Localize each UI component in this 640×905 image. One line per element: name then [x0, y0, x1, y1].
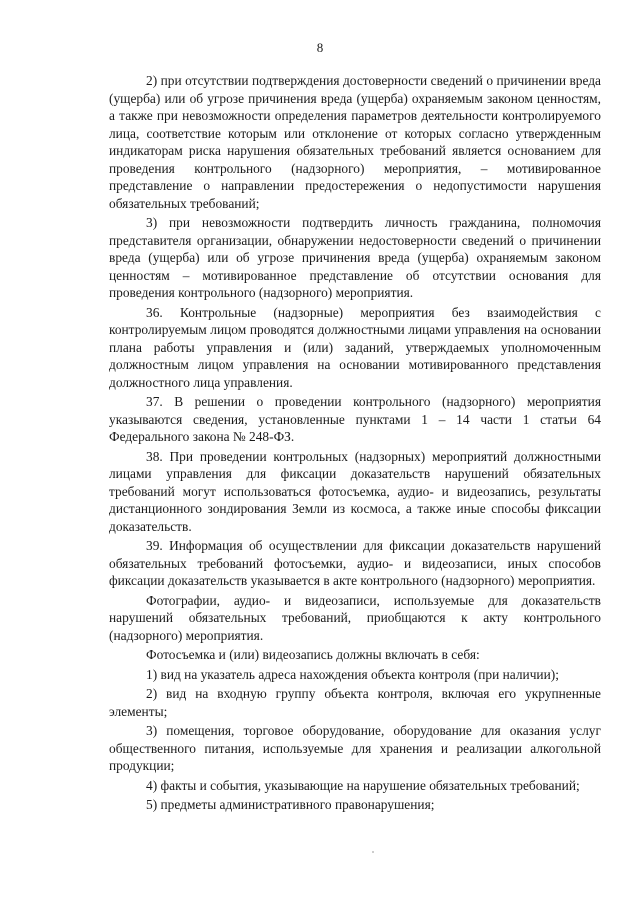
paragraph-clause-38: 38. При проведении контрольных (надзорных) мероприятий должностными лицами управления для фиксации доказательств нарушений обязательных требований могут использоваться фотосъемка, аудио- и видеозапись, результаты дистанционного зондирования Земли из космоса, а также иные способы фиксации доказательств.: [109, 448, 601, 534]
page-number: 8: [316, 40, 324, 55]
paragraph-clause-36: 36. Контрольные (надзорные) мероприятия без взаимодействия с контролируемым лицом проводятся должностными лицами управления на основании плана работы управления и (или) заданий, утверждаемых уполномоченным должностным лицом управления на основании мотивированного представления должностного лица управления.: [109, 304, 601, 390]
paragraph-item-3: 3) при невозможности подтвердить личность гражданина, полномочия представителя организации, обнаружении недостоверности сведений о причинении вреда (ущерба) или об угрозе причинения вреда (ущерба) охраняемым законом ценностям – мотивированное представление об отсутствии основания для проведения контрольного (надзорного) мероприятия.: [109, 215, 601, 300]
list-item-2: 2) вид на входную группу объекта контроля, включая его укрупненные элементы;: [109, 686, 601, 719]
list-item-3: 3) помещения, торговое оборудование, оборудование для оказания услуг общественного питания, используемые для хранения и реализации алкогольной продукции;: [109, 723, 601, 773]
document-body: [109, 72, 601, 814]
paragraph-photos: Фотографии, аудио- и видеозаписи, используемые для доказательств нарушений обязательных требований, приобщаются к акту контрольного (надзорного) мероприятия.: [109, 592, 601, 643]
list-item-1: 1) вид на указатель адреса нахождения объекта контроля (при наличии);: [146, 666, 559, 682]
scan-speck: [372, 851, 374, 853]
paragraph-recording-intro: Фотосъемка и (или) видеозапись должны включать в себя:: [146, 647, 480, 662]
list-item-4: 4) факты и события, указывающие на нарушение обязательных требований;: [146, 777, 580, 793]
paragraph-item-2: 2) при отсутствии подтверждения достоверности сведений о причинении вреда (ущерба) или об угрозе причинения вреда (ущерба) охраняемым законом ценностям, а также при невозможности определения параметров деятельности контролируемого лица, соответствие которым или отклонение от которых согласно утвержденным индикаторам риска нарушения обязательных требований является основанием для проведения контрольного (надзорного) мероприятия, – мотивированное представление о направлении предостережения о недопустимости нарушения обязательных требований;: [109, 73, 601, 211]
paragraph-clause-39: 39. Информация об осуществлении для фиксации доказательств нарушений обязательных требований фотосъемки, аудио- и видеозаписи, иных способов фиксации доказательств указывается в акте контрольного (надзорного) мероприятия.: [109, 538, 601, 588]
list-item-5: 5) предметы административного правонарушения;: [146, 797, 435, 812]
paragraph-clause-37: 37. В решении о проведении контрольного (надзорного) мероприятия указываются сведения, установленные пунктами 1 – 14 части 1 статьи 64 Федерального закона № 248-ФЗ.: [109, 394, 601, 444]
